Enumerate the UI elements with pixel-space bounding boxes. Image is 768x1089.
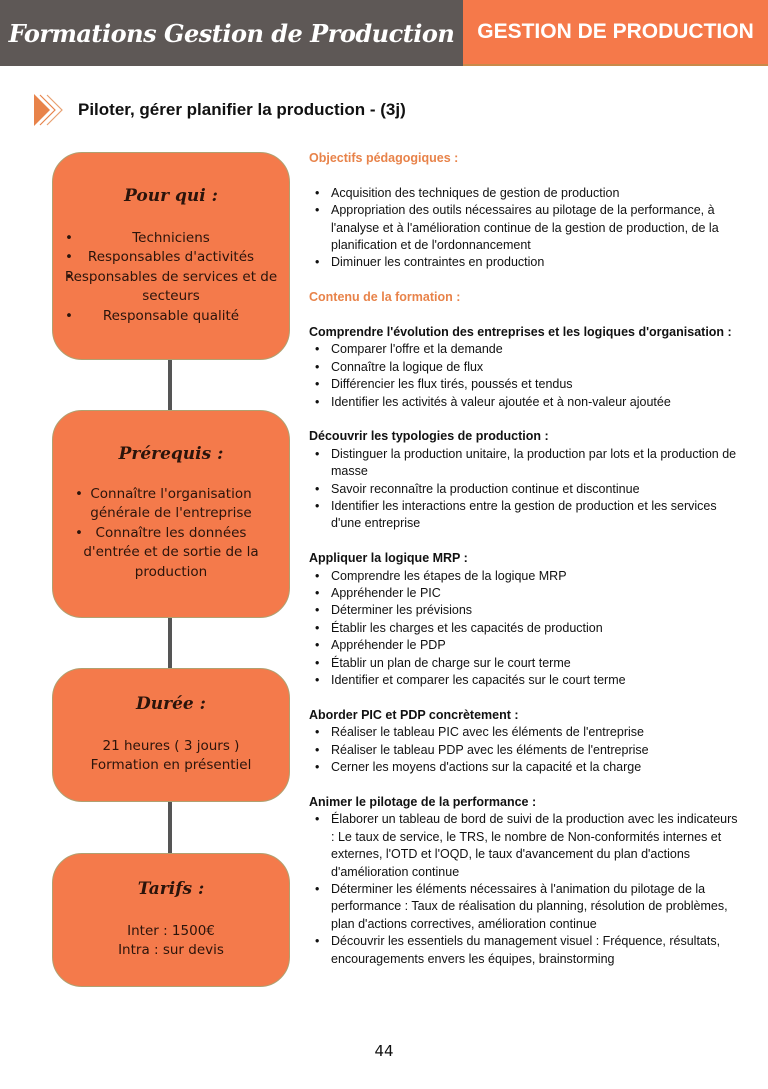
list-item: • Comparer l'offre et la demande [309,341,739,358]
content-heading: Contenu de la formation : [309,290,461,305]
box-duree [52,668,290,802]
category-label: GESTION DE PRODUCTION [477,20,754,43]
list-item: • Établir un plan de charge sur le court terme [309,655,739,672]
page-number: 44 [374,1042,394,1060]
list-item: • Diminuer les contraintes en production [309,254,739,271]
list-item: • Responsables d'activités [59,248,283,268]
list-item: • Connaître l'organisation générale de l'entreprise [69,485,273,524]
list-item: • Découvrir les essentiels du management visuel : Fréquence, résultats, encouragements envers les équipes, brainstorming [309,933,739,968]
box-title: Durée : [136,694,206,714]
section-title: Aborder PIC et PDP concrètement : [309,707,519,722]
list-item: • Réaliser le tableau PIC avec les éléments de l'entreprise [309,724,739,741]
list-item: • Distinguer la production unitaire, la production par lots et la production de masse [309,446,739,481]
section-list [309,568,739,690]
list-item: • Appropriation des outils nécessaires au pilotage de la performance, à l'analyse et à l'amélioration continue de la gestion de production, de la planification et de l'ordonnancement [309,202,739,254]
box-prerequis [52,410,290,618]
list-item: • Cerner les moyens d'actions sur la capacité et la charge [309,759,739,776]
list-item: • Élaborer un tableau de bord de suivi de la production avec les indicateurs : Le taux de service, le TRS, le nombre de Non-conformités internes et externes, l'OTD et l'OQD, le taux d'avancement du plan d'actions d'amélioration continue [309,811,739,881]
course-content [309,150,739,968]
box-title: Pour qui : [124,186,218,206]
list-item: • Appréhender le PDP [309,637,739,654]
section-title: Appliquer la logique MRP : [309,551,468,566]
section-list [309,446,739,533]
list-item: • Savoir reconnaître la production continue et discontinue [309,481,739,498]
price-intra: Intra : sur devis [118,942,224,958]
duration-format: Formation en présentiel [90,757,252,773]
section-title: Comprendre l'évolution des entreprises et les logiques d'organisation : [309,325,732,340]
duration-hours: 21 heures ( 3 jours ) [102,737,240,754]
list-item: • Déterminer les prévisions [309,602,739,619]
list-item: • Responsable qualité [59,307,283,327]
box-tarifs [52,853,290,987]
box-title: Tarifs : [137,879,205,899]
objectives-heading: Objectifs pédagogiques : [309,151,459,165]
section-title: Animer le pilotage de la performance : [309,794,537,809]
list-item: • Réaliser le tableau PDP avec les éléments de l'entreprise [309,742,739,759]
section-list [309,811,739,968]
list-item: • Comprendre les étapes de la logique MRP [309,568,739,585]
box-pour-qui [52,152,290,360]
section-list [309,341,739,411]
objectives-list [309,185,739,272]
list-item: • Connaître la logique de flux [309,359,739,376]
list-item: • Établir les charges et les capacités de production [309,620,739,637]
list-item: • Responsables de services et de secteurs [59,268,283,307]
content-sections [309,307,739,968]
section-list [309,724,739,776]
list-item: • Identifier les activités à valeur ajoutée et à non-valeur ajoutée [309,394,739,411]
header-title: Formations Gestion de Production [8,18,455,48]
box-title: Prérequis : [118,444,224,464]
double-chevron-icon [34,94,70,126]
list-item: • Techniciens [59,229,283,249]
course-title-row [34,94,406,126]
list-item: • Déterminer les éléments nécessaires à l'animation du pilotage de la performance : Taux de réalisation du planning, résolution de problèmes, plan d'actions correctives, amélioration continue [309,881,739,933]
header-banner [0,0,463,66]
list-item: • Appréhender le PIC [309,585,739,602]
list-item: • Différencier les flux tirés, poussés et tendus [309,376,739,393]
list-item: • Acquisition des techniques de gestion de production [309,185,739,202]
list-item: • Connaître les données d'entrée et de sortie de la production [69,524,273,583]
section-title: Découvrir les typologies de production : [309,429,549,444]
list-item: • Identifier les interactions entre la gestion de production et les services d'une entreprise [309,498,739,533]
course-title: Piloter, gérer planifier la production - (3j) [78,100,406,119]
price-inter: Inter : 1500€ [127,922,215,939]
list-item: • Identifier et comparer les capacités sur le court terme [309,672,739,689]
category-banner [463,0,768,66]
